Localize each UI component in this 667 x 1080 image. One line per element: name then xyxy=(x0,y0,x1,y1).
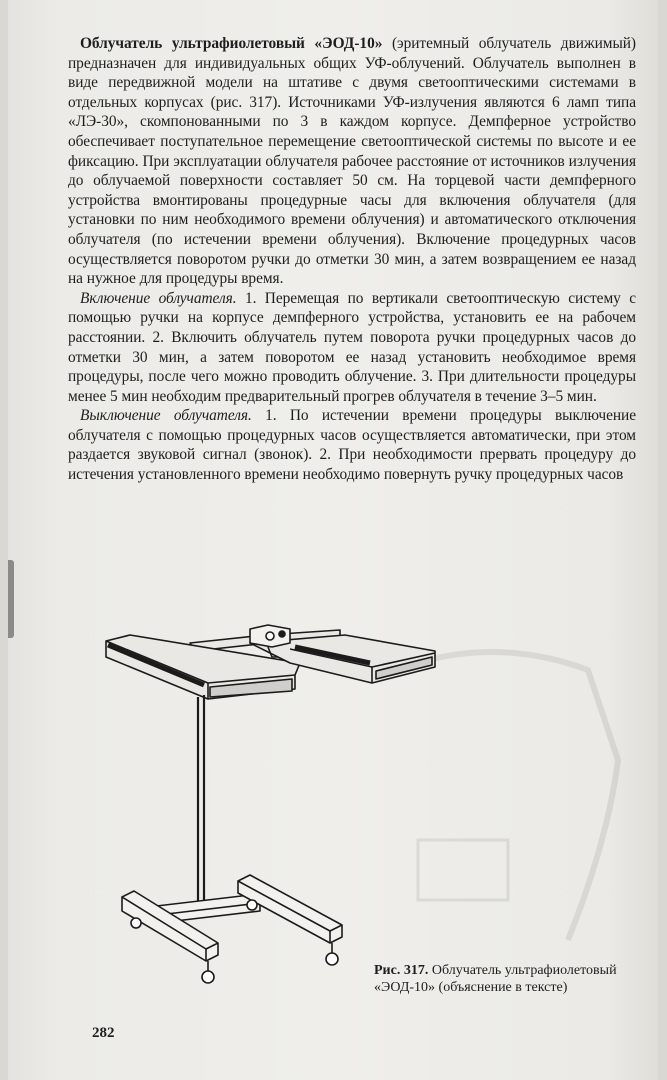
switch-off-heading: Выключение облучателя. xyxy=(80,407,252,425)
paragraph-switch-on xyxy=(68,289,636,407)
figure-caption-text: Облучатель ультрафиолетовый «ЭОД-10» (объяснение в тексте) xyxy=(374,963,617,995)
uv-irradiator-illustration xyxy=(100,605,450,1000)
figure-caption xyxy=(374,962,624,996)
book-page xyxy=(8,0,658,1080)
description-text: (эритемный облучатель движимый) предназначен для индивидуальных общих УФ-облучений. Облучатель выполнен в виде передвижной модели на штативе с двумя светооптическими системами в отдельных корпусах (рис. 317). Источниками УФ-излучения являются 6 ламп типа «ЛЭ-30», скомпонованными по 3 в каждом корпусе. Демпферное устройство обеспечивает поступательное перемещение светооптической системы по высоте и ее фиксацию. При эксплуатации облучателя рабочее расстояние от источников излучения до облучаемой поверхности составляет 50 см. На торцевой части демпферного устройства вмонтированы процедурные часы для включения облучателя (для установки по ним необходимого времени облучения) и автоматического отключения облучателя (по истечении времени облучения). Включение процедурных часов осуществляется поворотом ручки до отметки 30 мин, а затем возвращением ее назад на нужное для процедуры время. xyxy=(68,35,636,288)
switch-on-text: 1. Перемещая по вертикали светооптическую систему с помощью ручки на корпусе демпферного устройства, установить ее на рабочем расстоянии. 2. Включить облучатель путем поворота ручки процедурных часов до отметки 30 мин, а затем поворотом ее назад установить необходимое время процедуры, после чего можно проводить облучение. 3. При длительности процедуры менее 5 мин необходим предварительный прогрев облучателя в течение 3–5 мин. xyxy=(68,289,636,405)
paragraph-switch-off xyxy=(68,406,636,484)
page-number: 282 xyxy=(92,1025,115,1041)
figure-label: Рис. 317. xyxy=(374,963,429,978)
paragraph-description xyxy=(68,34,636,289)
switch-off-text: 1. По истечении времени процедуры выключение облучателя с помощью процедурных часов осуществляется автоматически, при этом раздается звуковой сигнал (звонок). 2. При необходимости прервать процедуру до истечения установленного времени необходимо повернуть ручку процедурных часов xyxy=(68,407,637,484)
page-edge-tab xyxy=(8,560,14,638)
device-title: Облучатель ультрафиолетовый «ЭОД-10» xyxy=(80,35,383,52)
switch-on-heading: Включение облучателя. xyxy=(80,289,237,307)
body-text xyxy=(68,34,636,485)
